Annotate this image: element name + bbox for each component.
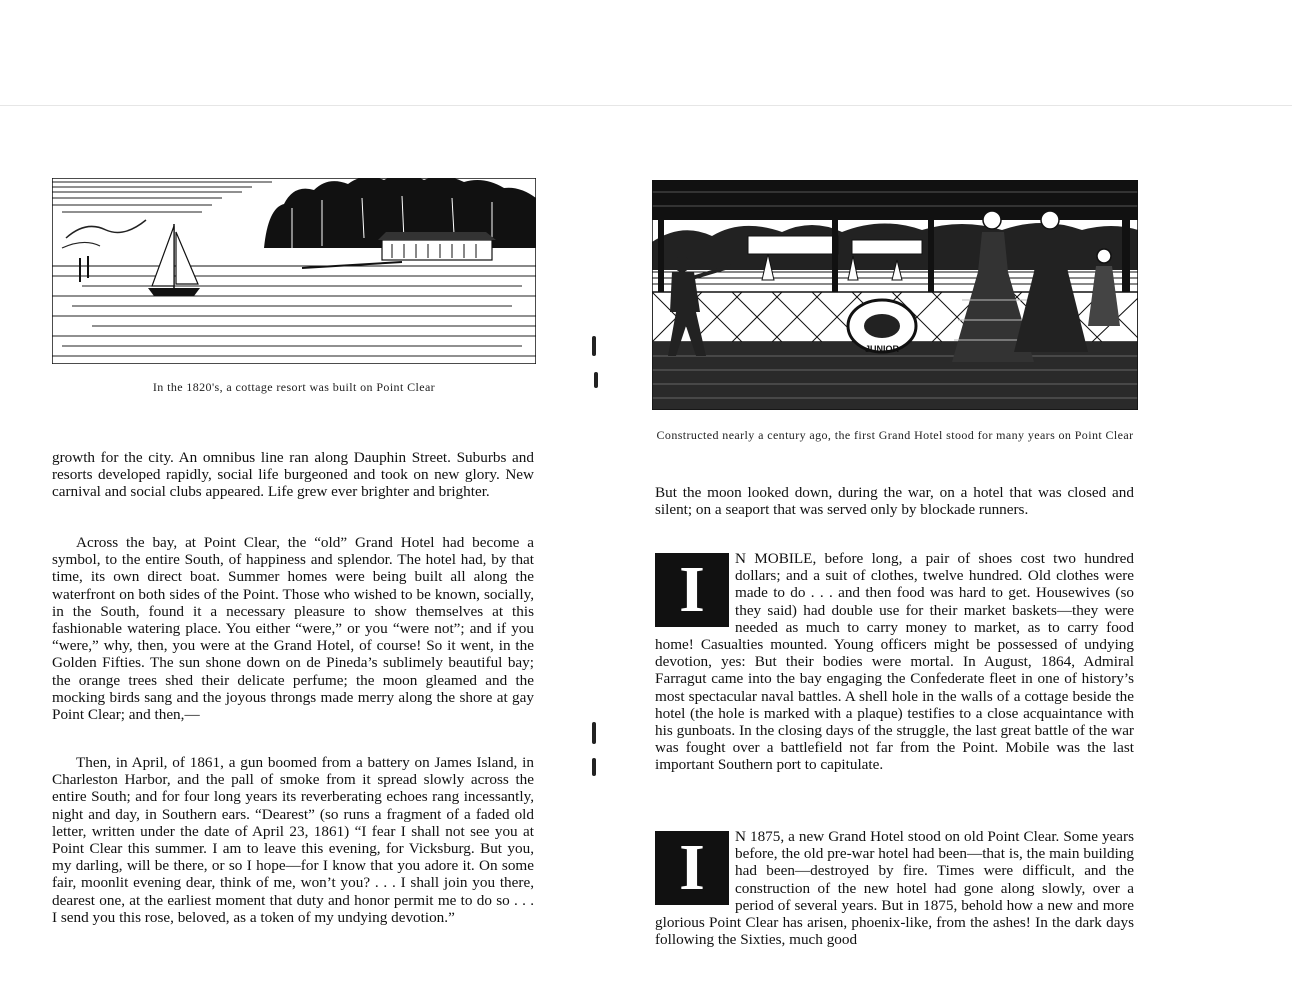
section-1875-text: N 1875, a new Grand Hotel stood on old Point Clear. Some years before, the old pre-war hotel had been—that is, the main building had been—destroyed by fire. Times were difficult, and the construction of the new hotel had gone along slowly, over a period of several years. But in 1875, behold how a new and more glorious Point Clear has arisen, phoenix-like, from the ashes! In the dark days following the Sixties, much good (655, 828, 1134, 949)
binding-hole-4 (592, 758, 596, 776)
binding-hole-2 (594, 372, 598, 388)
binding-hole-3 (592, 722, 596, 744)
left-paragraph-3: Then, in April, of 1861, a gun boomed from a battery on James Island, in Charleston Harbor, and the pall of smoke from it spread slowly across the entire South; and for four long years its reverberating echoes rang incessantly, night and day, in Southern ears. “Dearest” (so runs a fragment of a faded old letter, written under the date of April 23, 1861) “I fear I shall not see you at Point Clear this summer. I am to leave this evening, for Vicksburg. But you, my darling, will be there, or so I hope—for I know that you adore it. On some fair, moonlit evening dear, think of me, won’t you? . . . I shall join you there, dearest one, at the earliest moment that duty and honor permit me to do so . . . I send you this rose, beloved, as a token of my undying devotion.” (52, 754, 534, 926)
page-edge-shadow (0, 105, 1292, 106)
right-section-1875 (655, 828, 1134, 948)
right-paragraph-1: But the moon looked down, during the war, on a hotel that was closed and silent; on a seaport that was served only by blockade runners. (655, 484, 1134, 519)
right-section-mobile (655, 550, 1134, 774)
steamboat-deck-icon (652, 180, 1138, 410)
dropcap-letter: I (679, 553, 705, 626)
dropcap-letter: I (679, 831, 705, 904)
life-ring-label: JUNIOR (864, 344, 900, 354)
section-mobile-text: N MOBILE, before long, a pair of shoes cost two hundred dollars; and a suit of clothes, twelve hundred. Old clothes were made to do . . . and then food was hard to get. Housewives (so they said) had double use for their market baskets—they were needed as much to carry money to market, as to carry food home! Casualties mounted. Young officers might be possessed of undying devotion, yes: But their bodies were mortal. In August, 1864, Admiral Farragut came into the bay engaging the Confederate fleet in one of history’s most spectacular naval battles. A shell hole in the walls of a cottage beside the hotel (the hole is marked with a plaque) testifies to a close acquaintance with his gunboats. In the closing days of the struggle, the last great battle of the war was fought over a battlefield not far from the Point. Mobile was the last important Southern port to capitulate. (655, 550, 1134, 774)
left-paragraph-1: growth for the city. An omnibus line ran along Dauphin Street. Suburbs and resorts developed rapidly, social life burgeoned and took on new glory. New carnival and social clubs appeared. Life grew ever brighter and brighter. (52, 449, 534, 501)
dropcap-i-ornament (655, 553, 729, 627)
right-caption: Constructed nearly a century ago, the first Grand Hotel stood for many years on Point Clear (656, 428, 1134, 442)
left-caption: In the 1820's, a cottage resort was built on Point Clear (152, 380, 436, 394)
left-paragraph-2: Across the bay, at Point Clear, the “old” Grand Hotel had become a symbol, to the entire South, of happiness and splendor. The hotel had, by that time, its own direct boat. Summer homes were being built all along the waterfront on both sides of the Point. Those who wished to be known, socially, in the South, found it a necessary pleasure to show themselves at this fashionable watering place. You either “were,” or you “were not”; and if you “were,” why, then, you were at the Grand Hotel, of course! So it went, in the Golden Fifties. The sun shone down on de Pineda’s sublimely beautiful bay; the orange trees shed their delicate perfume; the moon gleamed and the mocking birds sang and the joyous throngs made merry along the shore at gay Point Clear; and then,— (52, 534, 534, 724)
binding-hole-1 (592, 336, 596, 356)
left-illustration (52, 178, 536, 364)
dropcap-i-ornament (655, 831, 729, 905)
bay-sailboat-hotel-icon (52, 178, 536, 364)
right-illustration (652, 180, 1138, 410)
